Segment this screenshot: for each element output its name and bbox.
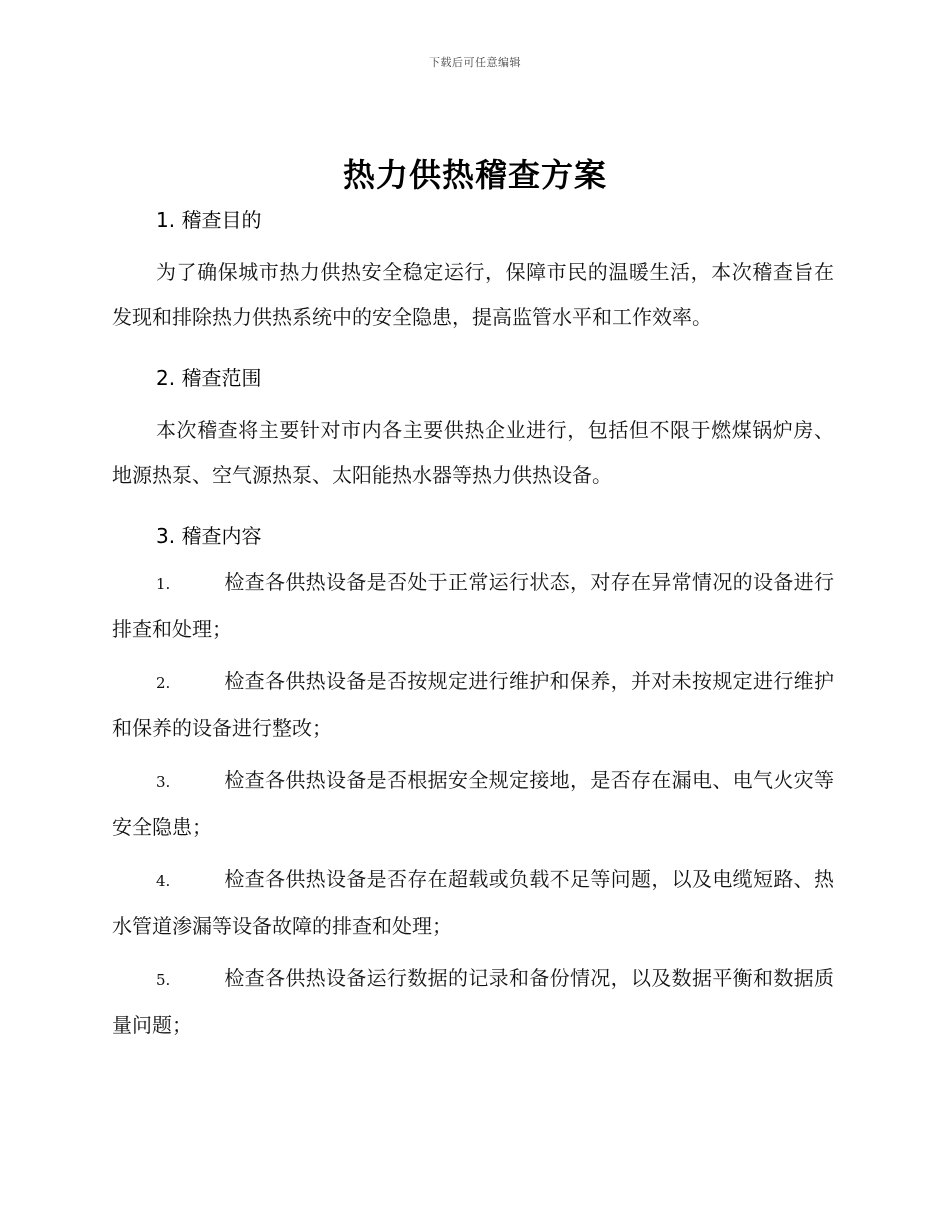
- document-title: 热力供热稽查方案: [342, 156, 607, 194]
- list-item: [112, 857, 834, 949]
- section-heading-scope: 2. 稽查范围: [156, 366, 262, 390]
- list-item-text: 检查各供热设备运行数据的记录和备份情况，以及数据平衡和数据质量问题；: [112, 966, 834, 1037]
- list-item-text: 检查各供热设备是否根据安全规定接地，是否存在漏电、电气火灾等安全隐患；: [112, 768, 834, 839]
- list-item-number: 2.: [156, 674, 171, 692]
- section-paragraph-scope: 本次稽查将主要针对市内各主要供热企业进行，包括但不限于燃煤锅炉房、地源热泵、空气源热泵、太阳能热水器等热力供热设备。: [112, 418, 834, 487]
- list-item-text: 检查各供热设备是否存在超载或负载不足等问题，以及电缆短路、热水管道渗漏等设备故障的排查和处理；: [112, 867, 834, 938]
- list-item-number: 5.: [156, 971, 171, 989]
- inspection-items-list: [112, 560, 834, 1048]
- list-item: [112, 758, 834, 850]
- list-item-number: 1.: [156, 575, 171, 593]
- list-item-number: 3.: [156, 773, 171, 791]
- section-paragraph-purpose: 为了确保城市热力供热安全稳定运行，保障市民的温暖生活，本次稽查旨在发现和排除热力供热系统中的安全隐患，提高监管水平和工作效率。: [112, 260, 834, 329]
- list-item: [112, 659, 834, 751]
- section-heading-content: 3. 稽查内容: [156, 524, 262, 548]
- page-header: 下载后可任意编辑: [429, 56, 521, 69]
- list-item-number: 4.: [156, 872, 171, 890]
- list-item-text: 检查各供热设备是否处于正常运行状态，对存在异常情况的设备进行排查和处理；: [112, 570, 834, 641]
- list-item: [112, 560, 834, 652]
- document-body: [112, 204, 834, 1055]
- list-item-text: 检查各供热设备是否按规定进行维护和保养，并对未按规定进行维护和保养的设备进行整改；: [112, 669, 834, 740]
- section-heading-purpose: 1. 稽查目的: [156, 208, 262, 232]
- list-item: [112, 956, 834, 1048]
